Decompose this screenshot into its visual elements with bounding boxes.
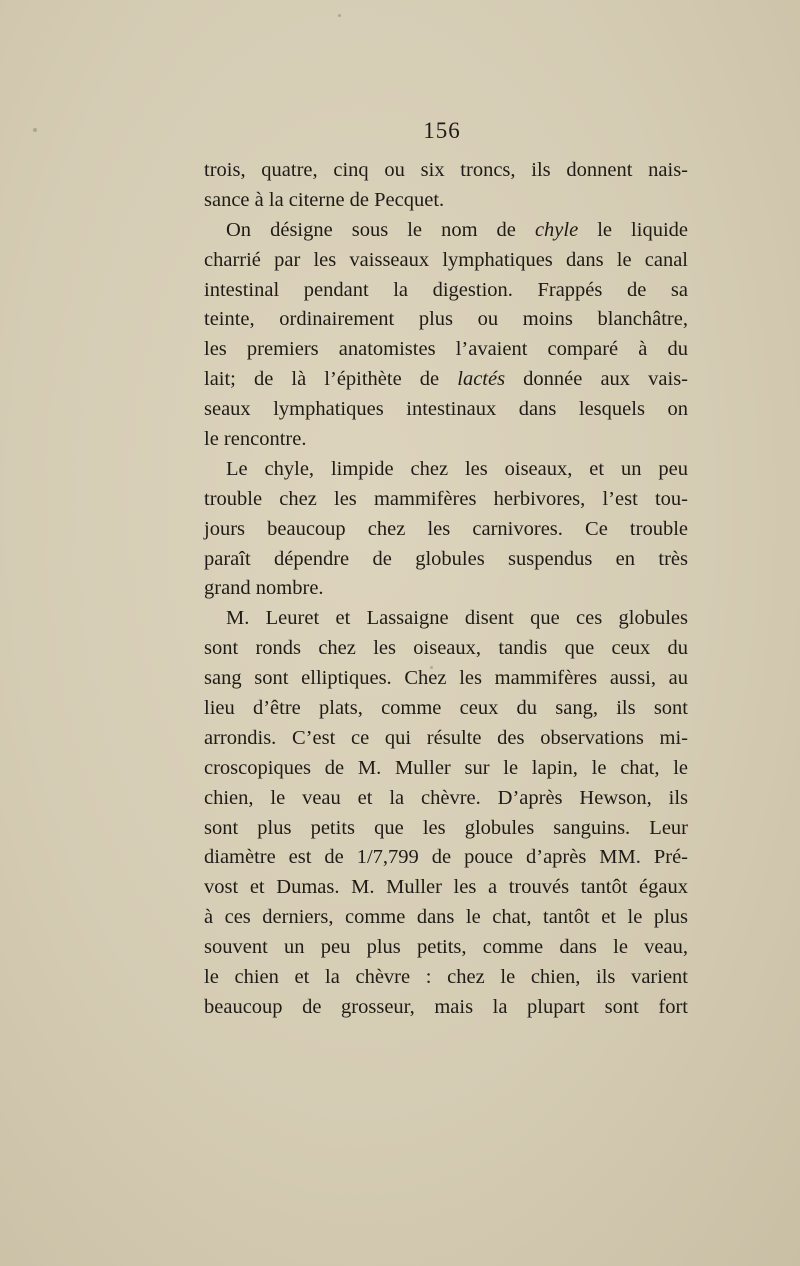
text-line: sang sont elliptiques. Chez les mammifères aussi, au — [204, 667, 688, 690]
text-line: à ces derniers, comme dans le chat, tantôt et le plus — [204, 906, 688, 929]
text-line: Le chyle, limpide chez les oiseaux, et un peu — [226, 457, 688, 480]
text-line: croscopiques de M. Muller sur le lapin, le chat, le — [204, 756, 688, 779]
text-line: le rencontre. — [204, 428, 307, 451]
text-line: le chien et la chèvre : chez le chien, ils varient — [204, 966, 688, 989]
text-line: les premiers anatomistes l’avaient comparé à du — [204, 338, 688, 361]
text-line: charrié par les vaisseaux lymphatiques dans le canal — [204, 248, 688, 271]
text-line: seaux lymphatiques intestinaux dans lesquels on — [204, 398, 688, 421]
text-line: trois, quatre, cinq ou six troncs, ils donnent nais- — [204, 159, 688, 181]
text-line: intestinal pendant la digestion. Frappés de sa — [204, 278, 688, 301]
text-line: lieu d’être plats, comme ceux du sang, ils sont — [204, 697, 688, 720]
text-line: M. Leuret et Lassaigne disent que ces globules — [226, 607, 688, 630]
page-number: 156 — [423, 118, 461, 143]
text-line: arrondis. C’est ce qui résulte des observations mi- — [204, 726, 688, 749]
text-line: sont ronds chez les oiseaux, tandis que ceux du — [204, 637, 688, 660]
text-line: souvent un peu plus petits, comme dans le veau, — [204, 936, 688, 959]
text-line: chien, le veau et la chèvre. D’après Hewson, ils — [204, 786, 688, 809]
text-line: diamètre est de 1/7,799 de pouce d’après MM. Pré- — [204, 846, 688, 869]
text-line: beaucoup de grosseur, mais la plupart sont fort — [204, 995, 688, 1018]
text-line: lait; de là l’épithète de lactés donnée aux vais- — [204, 368, 688, 391]
text-line: sont plus petits que les globules sanguins. Leur — [204, 816, 688, 839]
text-line: paraît dépendre de globules suspendus en très — [204, 547, 688, 570]
text-line: grand nombre. — [204, 577, 324, 600]
text-line: teinte, ordinairement plus ou moins blanchâtre, — [204, 308, 688, 331]
body-text — [204, 156, 688, 1023]
text-line: On désigne sous le nom de chyle le liquide — [226, 218, 688, 241]
text-line: trouble chez les mammifères herbivores, l’est tou- — [204, 487, 688, 510]
text-line: sance à la citerne de Pecquet. — [204, 188, 445, 211]
text-line: vost et Dumas. M. Muller les a trouvés tantôt égaux — [204, 876, 688, 899]
paper-speck — [338, 14, 341, 17]
text-line: jours beaucoup chez les carnivores. Ce trouble — [204, 517, 688, 540]
